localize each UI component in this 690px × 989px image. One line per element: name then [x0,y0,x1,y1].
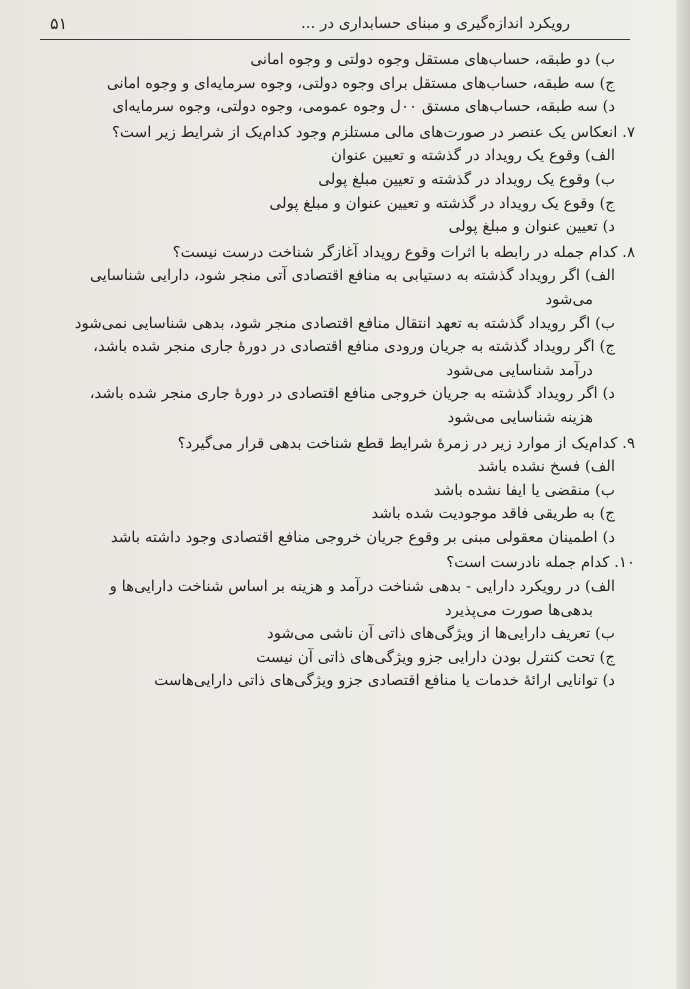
q8-option-d-continuation: هزینه شناسایی می‌شود [447,407,593,426]
running-header-title: رویکرد اندازه‌گیری و مبنای حسابداری در ... [301,14,570,32]
question-8: ۸. کدام جمله در رابطه با اثرات وقوع رویداد آغازگر شناخت درست نیست؟ [172,242,635,261]
q8-option-c: ج) اگر رویداد گذشته به جریان ورودی منافع اقتصادی در دورهٔ جاری منجر شده باشد، [93,337,615,356]
q7-option-a: الف) وقوع یک رویداد در گذشته و تعیین عنوان [331,146,615,165]
q7-option-c: ج) وقوع یک رویداد در گذشته و تعیین عنوان و مبلغ پولی [269,193,615,212]
question-7: ۷. انعکاس یک عنصر در صورت‌های مالی مستلزم وجود کدام‌یک از شرایط زیر است؟ [111,122,635,141]
q9-option-b: ب) منقضی یا ایفا نشده باشد [433,480,615,499]
q8-option-d: د) اگر رویداد گذشته به جریان خروجی منافع اقتصادی در دورهٔ جاری منجر شده باشد، [89,384,615,403]
q9-option-c: ج) به طریقی فاقد موجودیت شده باشد [371,504,615,523]
page-body [50,48,635,693]
running-header [40,8,630,40]
q10-option-a: الف) در رویکرد دارایی - بدهی شناخت درآمد و هزینه بر اساس شناخت دارایی‌ها و [109,577,615,596]
q6-option-b: ب) دو طبقه، حساب‌های مستقل وجوه دولتی و وجوه امانی [250,50,615,68]
page-number: ۵۱ [50,14,68,33]
q9-option-a: الف) فسخ نشده باشد [477,457,615,476]
q6-option-c: ج) سه طبقه، حساب‌های مستقل برای وجوه دولتی، وجوه سرمایه‌ای و وجوه امانی [106,73,615,92]
question-9: ۹. کدام‌یک از موارد زیر در زمرهٔ شرایط قطع شناخت بدهی قرار می‌گیرد؟ [177,433,635,452]
q8-option-c-continuation: درآمد شناسایی می‌شود [446,360,593,379]
q9-option-d: د) اطمینان معقولی مبنی بر وقوع جریان خروجی منافع اقتصادی وجود داشته باشد [110,527,615,546]
q8-option-a: الف) اگر رویداد گذشته به دستیابی به منافع اقتصادی آتی منجر شود، دارایی شناسایی [90,266,615,285]
q10-option-b: ب) تعریف دارایی‌ها از ویژگی‌های ذاتی آن ناشی می‌شود [267,624,615,643]
header-rule [40,39,630,41]
q6-option-d: د) سه طبقه، حساب‌های مستق ۰۰ل وجوه عمومی، وجوه دولتی، وجوه سرمایه‌ای [112,97,615,116]
question-10: ۱۰. کدام جمله نادرست است؟ [446,553,635,572]
q10-option-c: ج) تحت کنترل بودن دارایی جزو ویژگی‌های ذاتی آن نیست [256,647,615,666]
q8-option-a-continuation: می‌شود [545,289,593,308]
q7-option-b: ب) وقوع یک رویداد در گذشته و تعیین مبلغ پولی [318,169,615,188]
q10-option-a-continuation: بدهی‌ها صورت می‌پذیرد [444,600,593,619]
q8-option-b: ب) اگر رویداد گذشته به تعهد انتقال منافع اقتصادی منجر شود، بدهی شناسایی نمی‌شود [74,313,615,332]
q10-option-d: د) توانایی ارائهٔ خدمات یا منافع اقتصادی جزو ویژگی‌های ذاتی دارایی‌هاست [154,671,615,690]
page-gutter-shadow [676,0,690,989]
q7-option-d: د) تعیین عنوان و مبلغ پولی [448,217,615,236]
